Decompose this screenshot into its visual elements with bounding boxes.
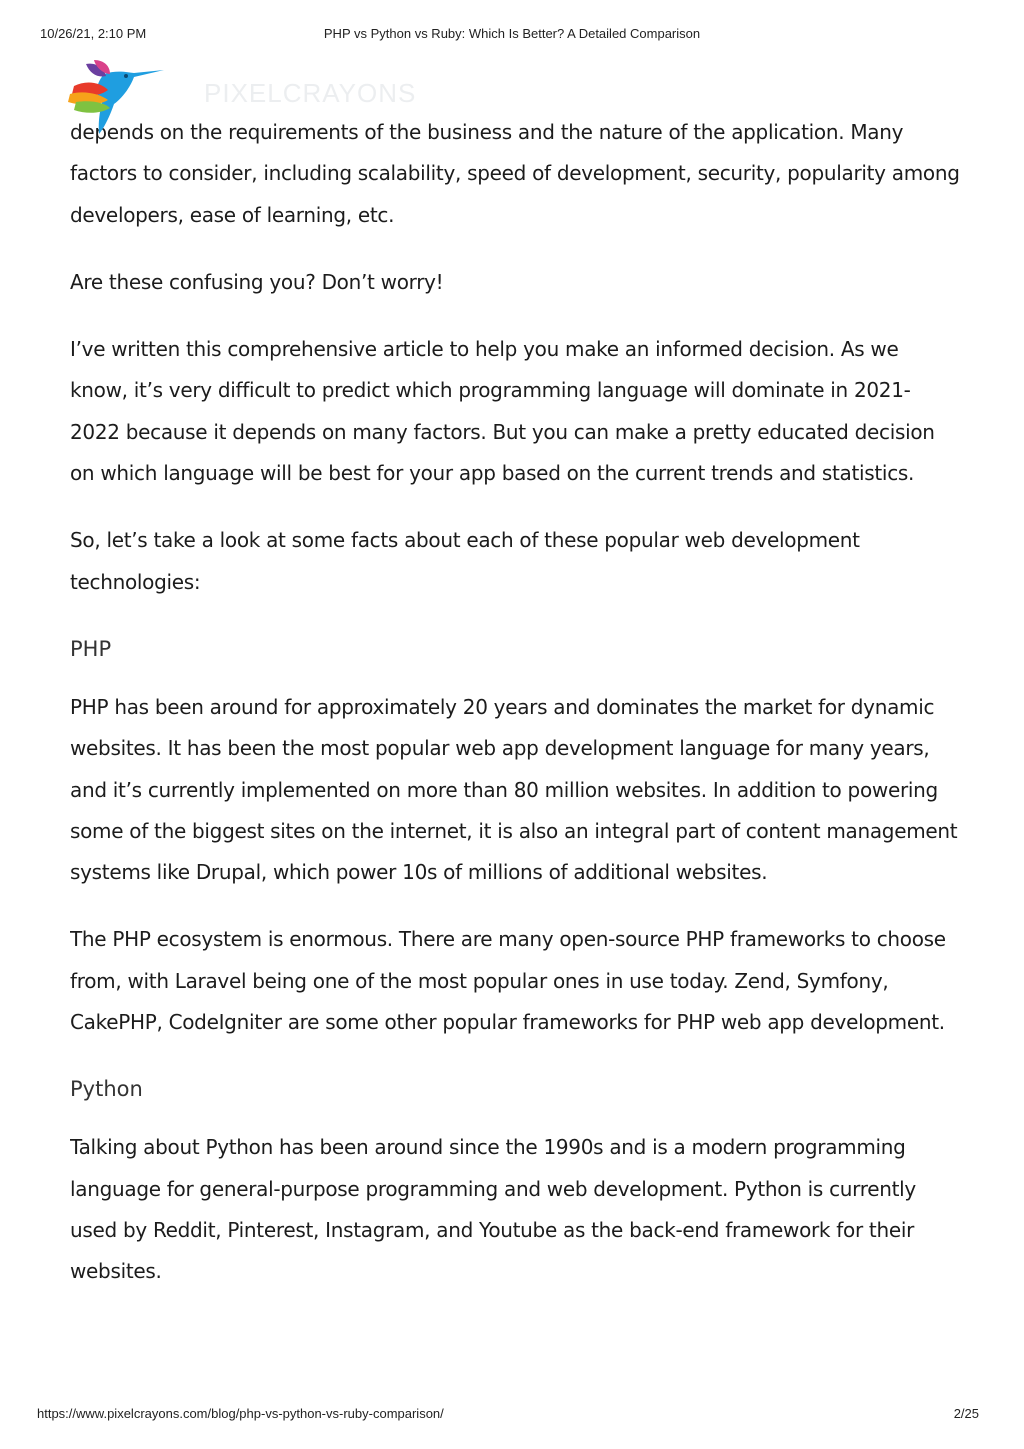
print-datetime: 10/26/21, 2:10 PM <box>40 26 147 41</box>
intro-paragraph-1: depends on the requirements of the business and the nature of the application. Many factors to consider, including scalability, speed of development, security, popularity among developers, ease of learning, etc. <box>70 120 960 227</box>
intro-paragraph-4: So, let’s take a look at some facts about each of these popular web development technologies: <box>70 528 860 594</box>
hummingbird-logo-icon <box>64 56 174 140</box>
python-heading: Python <box>70 1077 143 1102</box>
print-url: https://www.pixelcrayons.com/blog/php-vs-python-vs-ruby-comparison/ <box>37 1406 444 1421</box>
python-paragraph-1: Talking about Python has been around since the 1990s and is a modern programming language for general-purpose programming and web development. Python is currently used by Reddit, Pinterest, Instagram, and Youtube as the back-end framework for their websites. <box>70 1135 916 1284</box>
intro-paragraph-3: I’ve written this comprehensive article to help you make an informed decision. As we know, it’s very difficult to predict which programming language will dominate in 2021-2022 because it depends on many factors. But you can make a pretty educated decision on which language will be best for your app based on the current trends and statistics. <box>70 337 935 486</box>
print-page-title: PHP vs Python vs Ruby: Which Is Better? A Detailed Comparison <box>323 26 701 41</box>
site-logo[interactable] <box>64 56 417 140</box>
php-paragraph-1: PHP has been around for approximately 20 years and dominates the market for dynamic websites. It has been the most popular web app development language for many years, and it’s currently implemented on more than 80 million websites. In addition to powering some of the biggest sites on the internet, it is also an integral part of content management systems like Drupal, which power 10s of millions of additional websites. <box>70 694 958 885</box>
print-header <box>0 26 1024 42</box>
article-body <box>70 112 960 1404</box>
print-page-number: 2/25 <box>953 1406 979 1421</box>
intro-paragraph-2: Are these confusing you? Don’t worry! <box>70 269 444 294</box>
print-footer <box>0 1406 1024 1422</box>
php-heading: PHP <box>70 636 112 661</box>
logo-wordmark: PIXELCRAYONS <box>204 78 417 108</box>
php-paragraph-2: The PHP ecosystem is enormous. There are many open-source PHP frameworks to choose from, with Laravel being one of the most popular ones in use today. Zend, Symfony, CakePHP, CodeIgniter are some other popular frameworks for PHP web app development. <box>70 927 946 1035</box>
